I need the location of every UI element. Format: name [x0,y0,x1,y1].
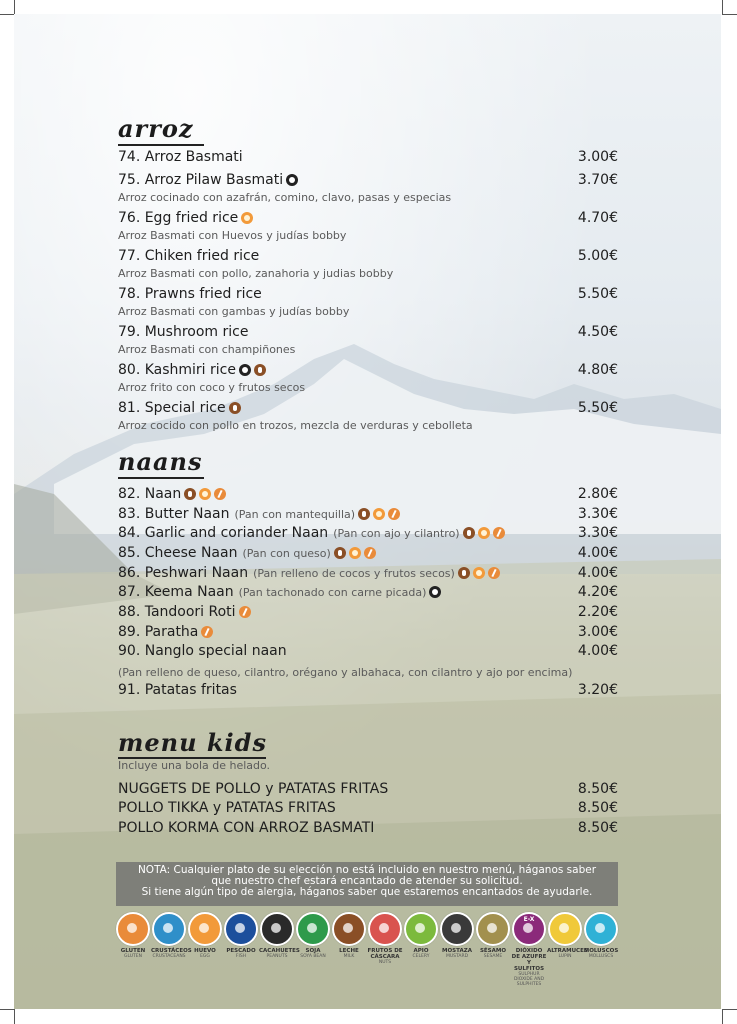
item-price: 3.70€ [577,172,618,188]
allergen-molluscs: MOLUSCOS MOLLUSCS [583,912,619,959]
item-name: 77. Chiken fried rice [118,248,260,264]
allergy-note [116,862,618,906]
menu-page [14,14,721,1009]
item-description: Arroz cocido con pollo en trozos, mezcla de verduras y cebolleta [118,419,473,432]
gluten-icon [493,527,505,539]
allergen-peanuts: CACAHUETES PEANUTS [259,912,295,959]
egg-icon [473,567,485,579]
menu-item [118,525,618,545]
item-note: (Pan relleno de cocos y frutos secos) [253,566,455,580]
allergen-lupin: ALTRAMUCES LUPIN [547,912,583,959]
item-description: Arroz cocinado con azafrán, comino, clavo, pasas y especias [118,191,452,204]
egg-icon [241,212,253,224]
menu-item [118,624,618,644]
menu-item [118,286,618,306]
nuts-icon [429,586,441,598]
menu-item [118,486,618,506]
item-price: 5.50€ [577,286,618,302]
item-note: (Pan tachonado con carne picada) [238,585,427,599]
item-name: 83. Butter Naan [118,506,230,522]
allergen-fish: PESCADO FISH [223,912,259,959]
milk-icon [184,488,196,500]
item-name: 86. Peshwari Naan [118,565,249,581]
item-price: 5.00€ [577,248,618,264]
crop-mark-top-left [0,0,15,15]
lupin-icon [548,912,582,946]
menu-item [118,565,618,585]
item-name: 87. Keema Naan [118,584,234,600]
allergen-sulphites: E-X DIÓXIDO DE AZUFRE Y SULFITOS SULPHUR DIOXIDE AND SULPHITES [511,912,547,987]
item-price: 3.00€ [577,149,618,165]
milk-icon [334,547,346,559]
menu-item [118,604,618,624]
allergen-gluten: GLUTEN GLUTEN [115,912,151,959]
menu-item [118,172,618,192]
mustard-icon [440,912,474,946]
menu-item [118,584,618,604]
item-name: 88. Tandoori Roti [118,604,236,620]
item-price: 8.50€ [577,800,618,816]
crop-mark-bottom-left [0,1009,15,1024]
item-description: Arroz Basmati con gambas y judías bobby [118,305,350,318]
allergen-egg: HUEVO EGG [187,912,223,959]
item-note: (Pan con queso) [242,546,331,560]
menu-content [14,14,721,1009]
gluten-icon [201,626,213,638]
item-price: 4.80€ [577,362,618,378]
menu-item [118,149,618,169]
menu-item [118,643,618,663]
menu-item [118,506,618,526]
egg-icon [478,527,490,539]
nuts-icon [286,174,298,186]
crop-mark-bottom-right [722,1009,737,1024]
menu-item [118,362,618,382]
item-price: 4.50€ [577,324,618,340]
sulphites-badge: E-X [523,916,535,923]
arroz-title-underline [118,144,204,146]
item-price: 4.20€ [577,584,618,600]
naans-title-underline [118,477,204,479]
item-note: (Pan con mantequilla) [234,507,356,521]
egg-icon [349,547,361,559]
item-price: 4.00€ [577,545,618,561]
item-price: 2.20€ [577,604,618,620]
kids-title: menu kids [118,728,267,757]
gluten-icon [116,912,150,946]
item-name: 74. Arroz Basmati [118,149,243,165]
milk-icon [254,364,266,376]
item-note: (Pan con ajo y cilantro) [333,526,460,540]
note-line: Si tiene algún tipo de alergia, háganos saber que estaremos encantados de ayudarle. [141,886,593,898]
item-name: 91. Patatas fritas [118,682,237,698]
gluten-icon [214,488,226,500]
milk-icon [358,508,370,520]
menu-item [118,248,618,268]
item-price: 8.50€ [577,781,618,797]
menu-item [118,400,618,420]
menu-item [118,324,618,344]
soy-icon [296,912,330,946]
item-price: 4.00€ [577,643,618,659]
sesame-icon [476,912,510,946]
fish-icon [224,912,258,946]
item-price: 3.20€ [577,682,618,698]
nuts-icon [368,912,402,946]
milk-icon [332,912,366,946]
note-line: que nuestro chef estará encantado de atender su solicitud. [211,875,523,887]
item-price: 8.50€ [577,820,618,836]
peanut-icon [260,912,294,946]
mollusc-icon [584,912,618,946]
egg-icon [188,912,222,946]
item-name: 82. Naan [118,486,182,502]
crab-icon [152,912,186,946]
item-price: 3.00€ [577,624,618,640]
allergen-celery: APIO CELERY [403,912,439,959]
egg-icon [373,508,385,520]
menu-item [118,682,618,702]
item-name: NUGGETS DE POLLO y PATATAS FRITAS [118,781,389,797]
gluten-icon [364,547,376,559]
gluten-icon [239,606,251,618]
item-description: Arroz frito con coco y frutos secos [118,381,306,394]
menu-item [118,545,618,565]
item-name: 89. Paratha [118,624,199,640]
item-name: 75. Arroz Pilaw Basmati [118,172,284,188]
allergen-milk: LECHE MILK [331,912,367,959]
menu-item [118,210,618,230]
item-name: POLLO TIKKA y PATATAS FRITAS [118,800,336,816]
gluten-icon [488,567,500,579]
egg-icon [199,488,211,500]
gluten-icon [388,508,400,520]
naans-title: naans [118,447,203,476]
item-price: 4.00€ [577,565,618,581]
item-name: 76. Egg fried rice [118,210,239,226]
item-description: Arroz Basmati con Huevos y judías bobby [118,229,347,242]
item-price: 5.50€ [577,400,618,416]
crop-mark-top-right [722,0,737,15]
item-name: 84. Garlic and coriander Naan [118,525,329,541]
special-naan-description: (Pan relleno de queso, cilantro, orégano y albahaca, con cilantro y ajo por encima) [118,666,573,679]
allergen-nuts: FRUTOS DE CÁSCARA NUTS [367,912,403,965]
item-name: 78. Prawns fried rice [118,286,262,302]
item-price: 3.30€ [577,525,618,541]
allergen-soy: SOJA SOYA BEAN [295,912,331,959]
kids-menu-item [118,781,618,801]
allergen-crustaceans: CRUSTÁCEOS CRUSTACEANS [151,912,187,959]
item-name: 80. Kashmiri rice [118,362,236,378]
arroz-title: arroz [118,114,194,143]
item-name: 85. Cheese Naan [118,545,238,561]
item-name: 81. Special rice [118,400,226,416]
kids-subtitle: Incluye una bola de helado. [118,759,271,772]
item-price: 3.30€ [577,506,618,522]
sulphites-icon [512,912,546,946]
allergen-mustard: MOSTAZA MUSTARD [439,912,475,959]
kids-menu-item [118,800,618,820]
allergen-sesame: SÉSAMO SESAME [475,912,511,959]
milk-icon [463,527,475,539]
nuts-icon [239,364,251,376]
item-name: 79. Mushroom rice [118,324,249,340]
note-line: NOTA: Cualquier plato de su elección no está incluido en nuestro menú, háganos saber [137,864,597,876]
milk-icon [458,567,470,579]
item-price: 2.80€ [577,486,618,502]
celery-icon [404,912,438,946]
kids-menu-item [118,820,618,840]
item-description: Arroz Basmati con champiñones [118,343,296,356]
item-name: POLLO KORMA CON ARROZ BASMATI [118,820,375,836]
milk-icon [229,402,241,414]
item-name: 90. Nanglo special naan [118,643,287,659]
item-price: 4.70€ [577,210,618,226]
item-description: Arroz Basmati con pollo, zanahoria y judias bobby [118,267,394,280]
